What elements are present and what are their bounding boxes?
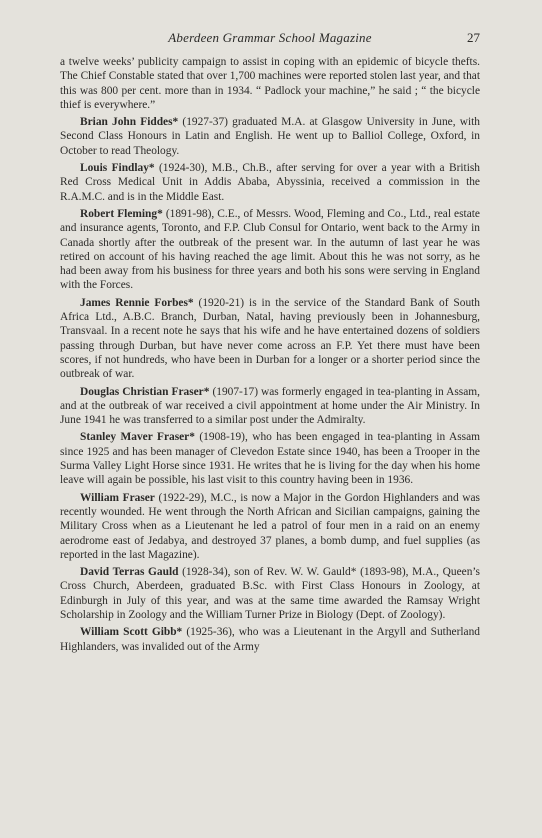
entry-text: (1924-30), M.B., Ch.B., after serving for over a year with a British Red Cross Medical Unit in Addis Ababa, Abyssinia, received a commission in the R.A.M.C. and is in the Middle East. xyxy=(60,162,480,203)
entry-douglas-fraser xyxy=(60,385,480,428)
entry-fleming xyxy=(60,207,480,293)
page-number: 27 xyxy=(467,30,480,45)
entry-text: (1908-19), who has been engaged in tea-planting in Assam since 1925 and has been manager of Clevedon Estate since 1940, has been a Trooper in the Surma Valley Light Horse since 1931. He writes that he is living for the day when his home leave will again be possible, his last visit to this country having been in 1936. xyxy=(60,431,481,487)
entry-text: (1907-17) was formerly engaged in tea-planting in Assam, and at the outbreak of war received a civil appointment at home under the Air Ministry. In June 1941 he was transferred to a similar post under the Admiralty. xyxy=(60,385,480,427)
entry-text: (1920-21) is in the service of the Standard Bank of South Africa Ltd., A.B.C. Branch, Durban, Natal, having previously been in Johannesburg, Transvaal. In a recent note he says that his wife and he have entertained dozens of soldiers passing through Durban, but have never come across an F.P. Yet there must have been scores, if not hundreds, who have been in Durban for a longer or a shorter period since the outbreak of war. xyxy=(60,296,480,381)
paragraph-text: a twelve weeks’ publicity campaign to assist in coping with an epidemic of bicycle thefts. The Chief Constable stated that over 1,700 machines were reported stolen last year, and that this was 800 per cent. more than in 1934. “ Padlock your machine,” he said ; “ the bicycle thief is everywhere.” xyxy=(60,56,480,111)
entry-gibb xyxy=(60,625,480,654)
entry-text: (1891-98), C.E., of Messrs. Wood, Fleming and Co., Ltd., real estate and insurance agents, Toronto, and F.P. Club Consul for Ontario, went back to the Army in Canada shortly after the outbreak of the present war. In the autumn of last year he was retired on account of his having reached the age limit. About this he was not sorry, as he had been away from his business for three years and both his sons were serving in England with the Forces. xyxy=(60,207,480,292)
entry-forbes xyxy=(60,296,480,382)
entry-stanley-fraser xyxy=(60,430,480,487)
entry-text: (1922-29), M.C., is now a Major in the Gordon Highlanders and was recently wounded. He went through the North African and Sicilian campaigns, gaining the Military Cross when as a Lieutenant he led a patrol of four men in a raid on an enemy aerodrome east of Jedabya, and destroyed 37 planes, a bomb dump, and fuel supplies (as reported in the last Magazine). xyxy=(60,491,480,561)
entry-name: Brian John Fiddes* xyxy=(80,116,179,129)
entry-name: William Fraser xyxy=(80,491,155,504)
running-title: Aberdeen Grammar School Magazine xyxy=(168,30,372,45)
entry-name: Robert Fleming* xyxy=(80,207,163,220)
entry-text: (1928-34), son of Rev. W. W. Gauld* (1893-98), M.A., Queen’s Cross Church, Aberdeen, graduated B.Sc. with First Class Honours in Zoology, at Edinburgh in July of this year, and was at the same time awarded the Ramsay Wright Scholarship in Zoology and the William Turner Prize in Biology (Dept. of Zoology). xyxy=(60,566,480,621)
running-header xyxy=(60,26,480,46)
entry-gauld xyxy=(60,565,480,622)
entry-name: Louis Findlay* xyxy=(80,162,155,175)
entry-name: James Rennie Forbes* xyxy=(80,296,194,309)
entry-fiddes xyxy=(60,115,480,158)
entry-text: (1925-36), who was a Lieutenant in the Argyll and Sutherland Highlanders, was invalided out of the Army xyxy=(60,626,480,653)
paragraph-bicycle-thefts xyxy=(60,55,480,112)
entry-name: William Scott Gibb* xyxy=(80,626,183,639)
entry-findlay xyxy=(60,161,480,204)
entry-william-fraser xyxy=(60,491,480,562)
entry-name: David Terras Gauld xyxy=(80,566,179,579)
article-body xyxy=(60,55,480,654)
entry-text: (1927-37) graduated M.A. at Glasgow University in June, with Second Class Honours in Latin and English. He went up to Balliol College, Oxford, in October to read Theology. xyxy=(60,116,480,157)
entry-name: Stanley Maver Fraser* xyxy=(80,431,195,444)
entry-name: Douglas Christian Fraser* xyxy=(80,385,210,398)
